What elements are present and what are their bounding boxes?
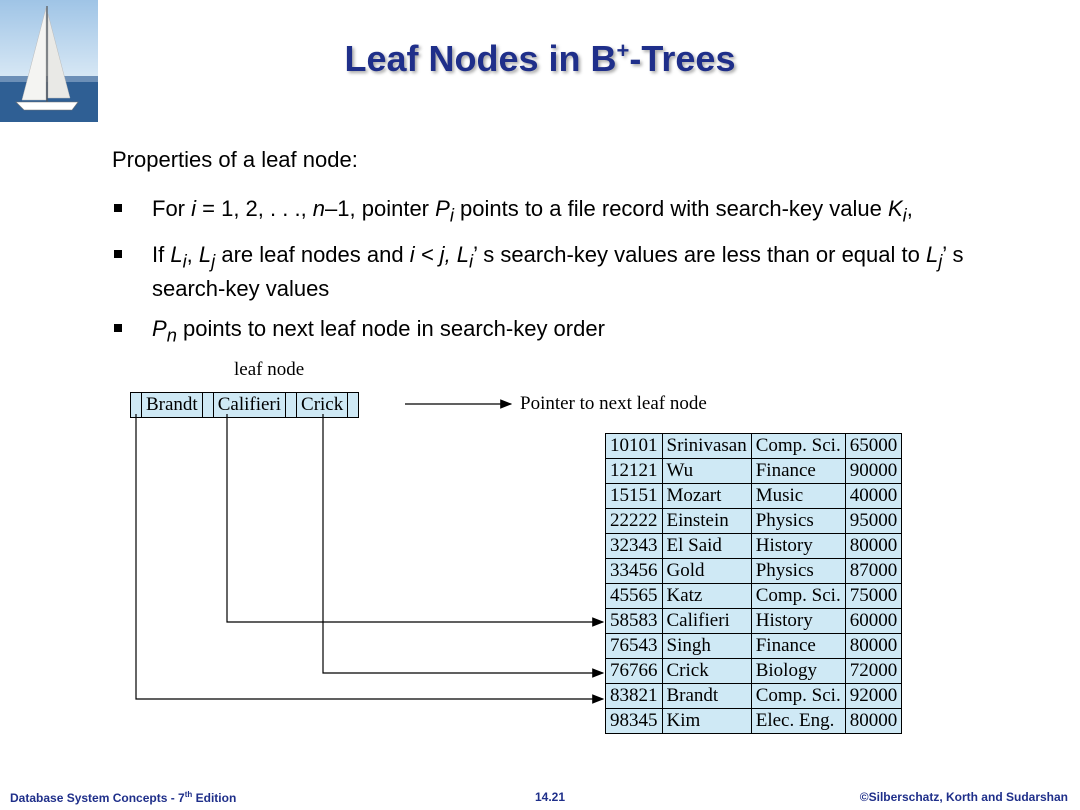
- intro-text: Properties of a leaf node:: [112, 147, 358, 172]
- record-dept: Finance: [751, 459, 845, 484]
- record-dept: Comp. Sci.: [751, 684, 845, 709]
- leaf-key: Brandt: [142, 393, 203, 417]
- record-id: 76766: [606, 659, 663, 684]
- record-name: Brandt: [662, 684, 751, 709]
- footer-copyright: ©Silberschatz, Korth and Sudarshan: [859, 790, 1068, 804]
- record-id: 33456: [606, 559, 663, 584]
- record-name: Singh: [662, 634, 751, 659]
- record-salary: 75000: [845, 584, 902, 609]
- record-salary: 40000: [845, 484, 902, 509]
- record-id: 98345: [606, 709, 663, 734]
- record-id: 58583: [606, 609, 663, 634]
- pointer-arrow-crick: [323, 414, 603, 673]
- record-name: El Said: [662, 534, 751, 559]
- pointer-arrow-califieri: [227, 414, 603, 622]
- record-id: 32343: [606, 534, 663, 559]
- leaf-key: Crick: [297, 393, 348, 417]
- record-dept: History: [751, 609, 845, 634]
- next-pointer-label: Pointer to next leaf node: [520, 393, 707, 414]
- record-name: Crick: [662, 659, 751, 684]
- record-id: 22222: [606, 509, 663, 534]
- record-dept: Music: [751, 484, 845, 509]
- record-name: Califieri: [662, 609, 751, 634]
- record-salary: 87000: [845, 559, 902, 584]
- record-dept: Physics: [751, 509, 845, 534]
- bullet-item: For i = 1, 2, . . ., n–1, pointer $P_i$ points to a file record with search-key value $K_i$,: [112, 195, 1032, 228]
- footer-page-number: 14.21: [535, 790, 566, 804]
- record-id: 12121: [606, 459, 663, 484]
- record-salary: 80000: [845, 634, 902, 659]
- record-id: 83821: [606, 684, 663, 709]
- record-salary: 80000: [845, 534, 902, 559]
- record-name: Wu: [662, 459, 751, 484]
- record-name: Kim: [662, 709, 751, 734]
- footer-book-title: Database System Concepts - 7th Edition: [10, 790, 237, 805]
- record-name: Mozart: [662, 484, 751, 509]
- record-name: Einstein: [662, 509, 751, 534]
- record-id: 10101: [606, 434, 663, 459]
- record-salary: 80000: [845, 709, 902, 734]
- leaf-node-label: leaf node: [234, 359, 305, 380]
- record-salary: 65000: [845, 434, 902, 459]
- bullet-item: $P_n$ points to next leaf node in search-key order: [112, 315, 1032, 348]
- record-dept: Finance: [751, 634, 845, 659]
- record-dept: Elec. Eng.: [751, 709, 845, 734]
- record-salary: 90000: [845, 459, 902, 484]
- record-dept: Biology: [751, 659, 845, 684]
- slide-title: Leaf Nodes in B+-Trees: [344, 38, 736, 79]
- record-salary: 72000: [845, 659, 902, 684]
- record-name: Gold: [662, 559, 751, 584]
- leaf-key: Califieri: [214, 393, 286, 417]
- record-salary: 95000: [845, 509, 902, 534]
- record-salary: 60000: [845, 609, 902, 634]
- record-salary: 92000: [845, 684, 902, 709]
- record-dept: Physics: [751, 559, 845, 584]
- record-dept: History: [751, 534, 845, 559]
- record-name: Katz: [662, 584, 751, 609]
- bullet-item: If $L_i$, $L_j$ are leaf nodes and i < j, $L_i$’ s search-key values are less than or equal to $L_j$’ s search-key values: [112, 241, 1032, 301]
- record-id: 45565: [606, 584, 663, 609]
- record-name: Srinivasan: [662, 434, 751, 459]
- record-dept: Comp. Sci.: [751, 434, 845, 459]
- record-id: 76543: [606, 634, 663, 659]
- record-id: 15151: [606, 484, 663, 509]
- pointer-arrow-brandt: [136, 414, 603, 699]
- record-dept: Comp. Sci.: [751, 584, 845, 609]
